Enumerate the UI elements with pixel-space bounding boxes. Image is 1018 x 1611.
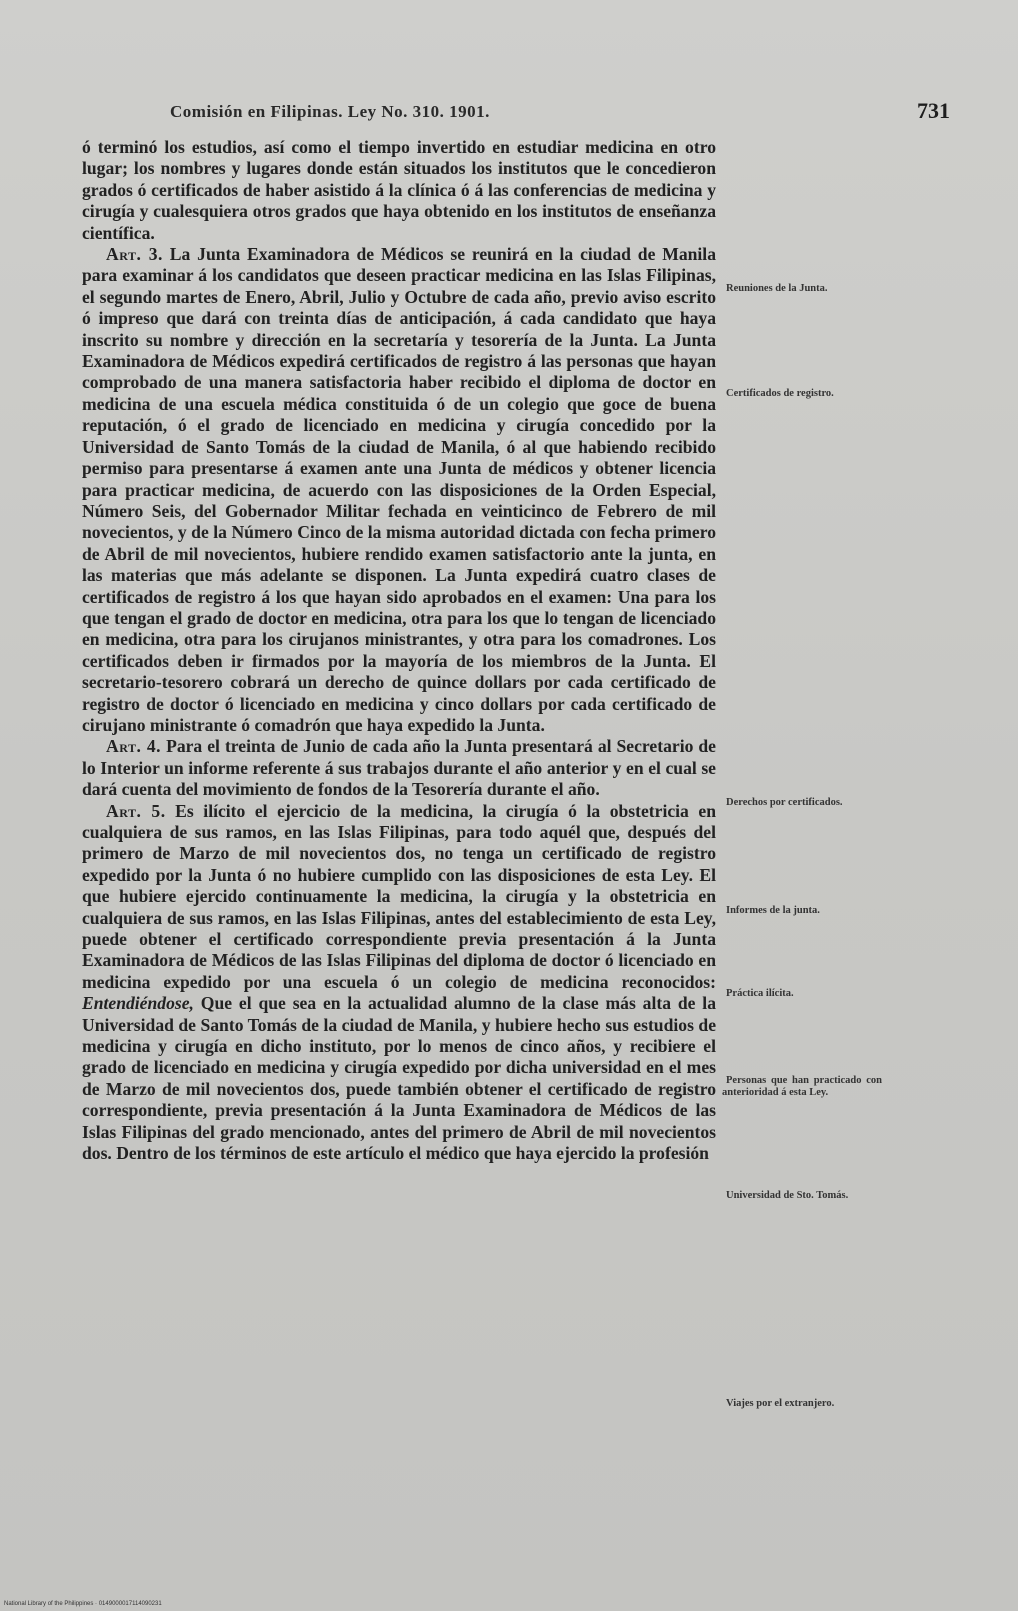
article-italic-term: Entendiéndose, bbox=[82, 993, 194, 1014]
margin-note-viajes: Viajes por el extranjero. bbox=[726, 1398, 835, 1409]
article-5 bbox=[82, 801, 716, 1165]
paragraph-text: ó terminó los estudios, así como el tiempo invertido en estudiar medicina en otro lugar; los nombres y lugares donde están situados los institutos que le concedieron grados ó certificados de haber asistido á la clínica ó á las conferencias de medicina y cirugía y cualesquiera otros grados que haya obtenido en los institutos de enseñanza científica. bbox=[82, 137, 716, 243]
page-number: 731 bbox=[917, 98, 950, 123]
running-head: Comisión en Filipinas. Ley No. 310. 1901. bbox=[170, 102, 490, 121]
article-label: Art. 3. bbox=[106, 244, 163, 265]
article-4 bbox=[82, 736, 716, 800]
margin-note-certificados: Certificados de registro. bbox=[726, 388, 834, 399]
margin-note-informes: Informes de la junta. bbox=[726, 905, 820, 916]
article-label: Art. 4. bbox=[106, 736, 162, 757]
scan-footer: National Library of the Philippines · 0149000017114090231 bbox=[4, 1601, 162, 1607]
margin-note-universidad: Universidad de Sto. Tomás. bbox=[726, 1190, 849, 1201]
article-label: Art. 5. bbox=[106, 800, 166, 821]
article-text: La Junta Examinadora de Médicos se reunirá en la ciudad de Manila para examinar á los candidatos que deseen practicar medicina en las Islas Filipinas, el segundo martes de Enero, Abril, Julio y Octubre de cada año, previo aviso escrito ó impreso que dará con treinta días de anticipación, á cada candidato que haya inscrito su nombre y dirección en la secretaría y tesorería de la Junta. La Junta Examinadora de Médicos expedirá certificados de registro á las personas que hayan comprobado de una manera satisfactoria haber recibido el diploma de doctor en medicina de una escuela médica constituida ó de un colegio que goce de buena reputación, ó el grado de licenciado en medicina y cirugía concedido por la Universidad de Santo Tomás de la ciudad de Manila, ó al que habiendo recibido permiso para presentarse á examen ante una Junta de médicos y obtener licencia para practicar medicina, de acuerdo con las disposiciones de la Orden Especial, Número Seis, del Gobernador Militar fechada en veinticinco de Febrero de mil novecientos, y de la Número Cinco de la misma autoridad dictada con fecha primero de Abril de mil novecientos, hubiere rendido examen satisfactorio ante la junta, en las materias que más adelante se disponen. La Junta expedirá cuatro clases de certificados de registro á los que hayan sido aprobados en el examen: Una para los que tengan el grado de doctor en medicina, otra para los que lo tengan de licenciado en medicina, otra para los cirujanos ministrantes, y otra para los comadrones. Los certificados deben ir firmados por la mayoría de los miembros de la Junta. El secretario-tesorero cobrará un derecho de quince dollars por cada certificado de registro de doctor ó licenciado en medicina y cinco dollars por cada certificado de cirujano ministrante ó comadrón que haya expedido la Junta. bbox=[82, 244, 716, 735]
body-text bbox=[82, 137, 716, 1165]
margin-note-reuniones: Reuniones de la Junta. bbox=[726, 283, 828, 294]
article-text: Es ilícito el ejercicio de la medicina, la cirugía ó la obstetricia en cualquiera de sus ramos, en las Islas Filipinas, para todo aquél que, después del primero de Marzo de mil novecientos dos, no tenga un certificado de registro expedido por la Junta ó no hubiere cumplido con las disposiciones de esta Ley. El que hubiere ejercido continuamente la medicina, la cirugía y la obstetricia en cualquiera de sus ramos, en las Islas Filipinas, antes del establecimiento de esta Ley, puede obtener el certificado correspondiente previa presentación á la Junta Examinadora de Médicos de las Islas Filipinas del diploma de doctor ó licenciado en medicina expedido por una escuela ó un colegio de medicina reconocidos: bbox=[82, 800, 717, 992]
margin-note-practica: Práctica ilícita. bbox=[726, 988, 794, 999]
margin-note-personas: Personas que han practicado con anterioridad á esta Ley. bbox=[722, 1075, 882, 1098]
page-header bbox=[150, 98, 950, 128]
article-text: Para el treinta de Junio de cada año la Junta presentará al Secretario de lo Interior un informe referente á sus trabajos durante el año anterior y en el cual se dará cuenta del movimiento de fondos de la Tesorería durante el año. bbox=[82, 736, 716, 800]
paragraph-continuation bbox=[82, 137, 716, 244]
article-3 bbox=[82, 244, 716, 736]
margin-note-derechos: Derechos por certificados. bbox=[726, 797, 843, 808]
article-text: Que el que sea en la actualidad alumno de la clase más alta de la Universidad de Santo Tomás de la ciudad de Manila, y hubiere hecho sus estudios de medicina y cirugía en dicho instituto, por lo menos de cinco años, y recibiere el grado de licenciado en medicina y cirugía expedido por dicha universidad en el mes de Marzo de mil novecientos dos, puede también obtener el certificado de registro correspondiente, previa presentación á la Junta Examinadora de Médicos de las Islas Filipinas del grado mencionado, antes del primero de Abril de mil novecientos dos. Dentro de los términos de este artículo el médico que haya ejercido la profesión bbox=[82, 993, 716, 1164]
